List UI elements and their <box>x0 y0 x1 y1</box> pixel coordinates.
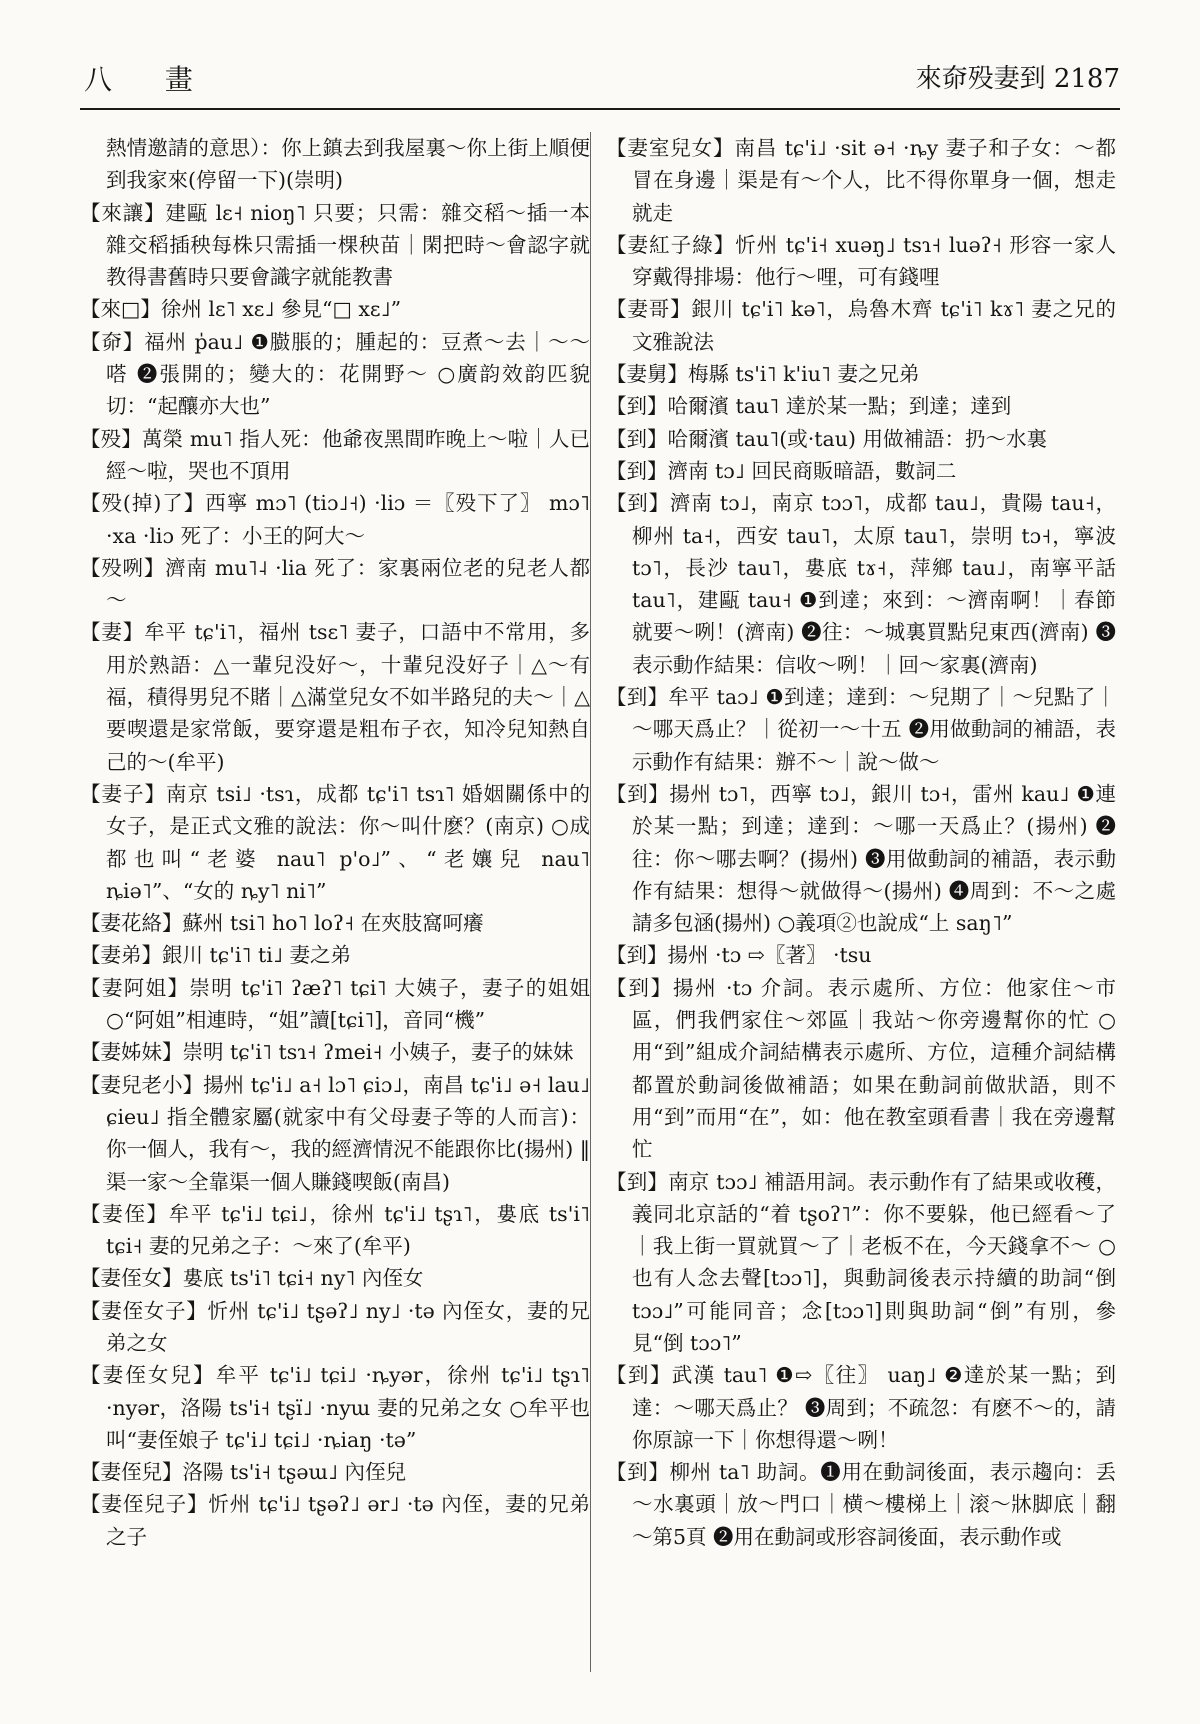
entry: 【妻弟】銀川 tɕ'i˥ ti˩ 妻之弟 <box>80 943 351 968</box>
entry: 【妻侄女】婁底 ts'i˥ tɕi˧ ny˥ 內侄女 <box>80 1266 424 1291</box>
left-column <box>80 132 590 1553</box>
entry: 【奅】福州 p̍au˩ ❶臌脹的；腫起的：豆煮～去｜～～嗒 ❷張開的；變大的：花開野～ ○廣韵效韵匹貌切：“起釀亦大也” <box>80 329 590 419</box>
entry: 【來□】徐州 lɛ˥ xɛ˩ 參見“□ xɛ˩” <box>80 297 402 322</box>
entry: 【到】哈爾濱 tau˥ 達於某一點；到達；達到 <box>606 394 1012 419</box>
entry: 【到】揚州 ·tɔ ⇨〖著〗 ·tsu <box>606 943 872 968</box>
entry: 【妻兒老小】揚州 tɕ'i˩ a˧ lɔ˥ ɕiɔ˩，南昌 tɕ'i˩ ə˧ lau˩ ɕieu˩ 指全體家屬(就家中有父母妻子等的人而言)：你一個人，我有～，我的經濟情況不能跟你比(揚州) ‖ 渠一家～全靠渠一個人賺錢喫飯(南昌) <box>80 1072 590 1194</box>
entry: 【妻侄女兒】牟平 tɕ'i˩ tɕi˩ ·ȵyər，徐州 tɕ'i˩ tʂɿ˥ ·nyər，洛陽 ts'i˧ tʂï˩ ·nyɯ 妻的兄弟之女 ○牟平也叫“妻侄娘子 tɕ'i˩ tɕi˩ ·ȵiaŋ ·tə” <box>80 1363 590 1452</box>
section-label: 八 畫 <box>84 63 215 96</box>
entry: 【到】武漢 tau˥ ❶⇨〖往〗 uaŋ˩ ❷達於某一點；到達：～哪天爲止？ ❸周到；不疏忽：有麽不～的，請你原諒一下｜你想得還～咧！ <box>606 1363 1116 1452</box>
entry: 【殁(掉)了】西寧 mɔ˥ (tiɔ˩˧) ·liɔ ＝〖殁下了〗 mɔ˥ ·xa ·liɔ 死了：小王的阿大～ <box>80 491 590 548</box>
entry: 【到】哈爾濱 tau˥(或·tau) 用做補語：扔～水裏 <box>606 426 1047 451</box>
entry: 【到】南京 tɔɔ˩ 補語用詞。表示動作有了結果或收穫，義同北京話的“着 tʂoʔ˥”：你不要躲，他已經看～了｜我上街一買就買～了｜老板不在，今天錢拿不～ ○也有人念去聲[tɔɔ˥]，與動詞後表示持續的助詞“倒 tɔɔ˩”可能同音；念[tɔɔ˥]則與助詞“倒”有別，參見“倒 tɔɔ˥” <box>606 1169 1116 1355</box>
right-column <box>606 132 1116 1553</box>
entry: 熱情邀請的意思）：你上鎮去到我屋裏～你上街上順便到我家來(停留一下)(崇明) <box>106 136 590 193</box>
entry: 【妻阿姐】崇明 tɕ'i˥ ʔæʔ˥ tɕi˥ 大姨子，妻子的姐姐 ○“阿姐”相連時，“姐”讀[tɕi˥]，音同“機” <box>80 975 590 1033</box>
entry: 【妻侄女子】忻州 tɕ'i˩ tʂəʔ˩ ny˩ ·tə 內侄女，妻的兄弟之女 <box>80 1298 590 1355</box>
entry: 【到】柳州 ta˥ 助詞。❶用在動詞後面，表示趨向：丢～水裏頭｜放～門口｜横～樓梯上｜滚～牀脚底｜翻～第5頁 ❷用在動詞或形容詞後面，表示動作或 <box>606 1460 1116 1549</box>
entry: 【妻舅】梅縣 ts'i˥ k'iu˥ 妻之兄弟 <box>606 362 920 387</box>
entry: 【妻花絡】蘇州 tsi˥ ho˥ loʔ˧ 在夾肢窩呵癢 <box>80 911 484 936</box>
headwords-page-number: 來奅殁妻到 2187 <box>915 64 1120 94</box>
entry: 【到】濟南 tɔ˩，南京 tɔɔ˥，成都 tau˩，貴陽 tau˧，柳州 ta˧，西安 tau˥，太原 tau˥，崇明 tɔ˧，寧波 tɔ˥，長沙 tau˥，婁底 tɤ˧，萍鄉 tau˩，南寧平話 tau˥，建甌 tau˧ ❶到達；來到：～濟南啊！｜春節就要～咧！(濟南) ❷往：～城裏買點兒東西(濟南) ❸表示動作結果：信收～咧！｜回～家裏(濟南) <box>606 491 1116 677</box>
page-header <box>80 52 1120 110</box>
entry: 【妻侄】牟平 tɕ'i˩ tɕi˩，徐州 tɕ'i˩ tʂɿ˥，婁底 ts'i˥ tɕi˧ 妻的兄弟之子：～來了(牟平) <box>80 1201 590 1259</box>
entry: 【妻姊妹】崇明 tɕ'i˥ tsɿ˧ ʔmei˧ 小姨子，妻子的妹妹 <box>80 1040 574 1065</box>
header-rule <box>80 108 1120 110</box>
entry: 【妻侄兒子】忻州 tɕ'i˩ tʂəʔ˩ ər˩ ·tə 內侄，妻的兄弟之子 <box>80 1492 590 1549</box>
entry: 【到】揚州 ·tɔ 介詞。表示處所、方位：他家住～市區，們我們家住～郊區｜我站～你旁邊幫你的忙 ○用“到”組成介詞結構表示處所、方位，這種介詞結構都置於動詞後做補語；如果在動詞前做狀語，則不用“到”而用“在”，如：他在教室頭看書｜我在旁邊幫忙 <box>606 975 1116 1162</box>
entry: 【到】揚州 tɔ˥，西寧 tɔ˩，銀川 tɔ˧，雷州 kau˩ ❶連於某一點；到達；達到：～哪一天爲止？(揚州) ❷往：你～哪去啊？(揚州) ❸用做動詞的補語，表示動作有結果：想得～就做得～(揚州) ❹周到：不～之處請多包涵(揚州) ○義項②也說成“上 saŋ˥” <box>606 781 1116 936</box>
entry: 【妻侄兒】洛陽 ts'i˧ tʂəɯ˩ 內侄兒 <box>80 1460 407 1485</box>
entry: 【妻】牟平 tɕ'i˥，福州 tsɛ˥ 妻子，口語中不常用，多用於熟語：△一輩兒没好～，十輩兒没好子｜△～有福，積得男兒不賭｜△滿堂兒女不如半路兒的夫～｜△要喫還是家常飯，要穿還是粗布子衣，知冷兒知熱自己的～(牟平) <box>80 620 590 774</box>
entry: 【妻紅子綠】忻州 tɕ'i˧ xuəŋ˩ tsɿ˧ luəʔ˧ 形容一家人穿戴得排場：他行～哩，可有錢哩 <box>606 232 1116 290</box>
entry: 【殁】萬榮 mu˥ 指人死：他爺夜黑間昨晚上～啦｜人已經～啦，哭也不頂用 <box>80 426 590 483</box>
entry: 【殁咧】濟南 mu˥˨ ·lia 死了：家裏兩位老的兒老人都～ <box>80 555 590 613</box>
column-divider <box>590 132 591 1672</box>
entry: 【妻子】南京 tsi˩ ·tsɿ，成都 tɕ'i˥ tsɿ˥ 婚姻關係中的女子，是正式文雅的說法：你～叫什麽？(南京) ○成都也叫“老婆 nau˥ p'o˩”、“老孃兒 nau˥ ȵiə˥”、“女的 ȵy˥ ni˥” <box>80 781 590 903</box>
entry: 【妻室兒女】南昌 tɕ'i˩ ·sit ə˧ ·ȵy 妻子和子女：～都冒在身邊｜渠是有～个人，比不得你單身一個，想走就走 <box>606 136 1116 225</box>
entry: 【妻哥】銀川 tɕ'i˥ kə˥，烏魯木齊 tɕ'i˥ kɤ˥ 妻之兄的文雅說法 <box>606 297 1116 354</box>
entry: 【到】牟平 taɔ˩ ❶到達；達到：～兒期了｜～兒點了｜～哪天爲止？｜從初一～十五 ❷用做動詞的補語，表示動作有結果：辦不～｜說～做～ <box>606 685 1116 774</box>
entry: 【到】濟南 tɔ˩ 回民商販暗語，數詞二 <box>606 458 957 483</box>
entry: 【來讓】建甌 lɛ˧ nioŋ˥ 只要；只需：雜交稻～插一本雜交稻插秧每株只需插一棵秧苗｜閑把時～會認字就教得書舊時只要會識字就能教書 <box>80 200 590 290</box>
